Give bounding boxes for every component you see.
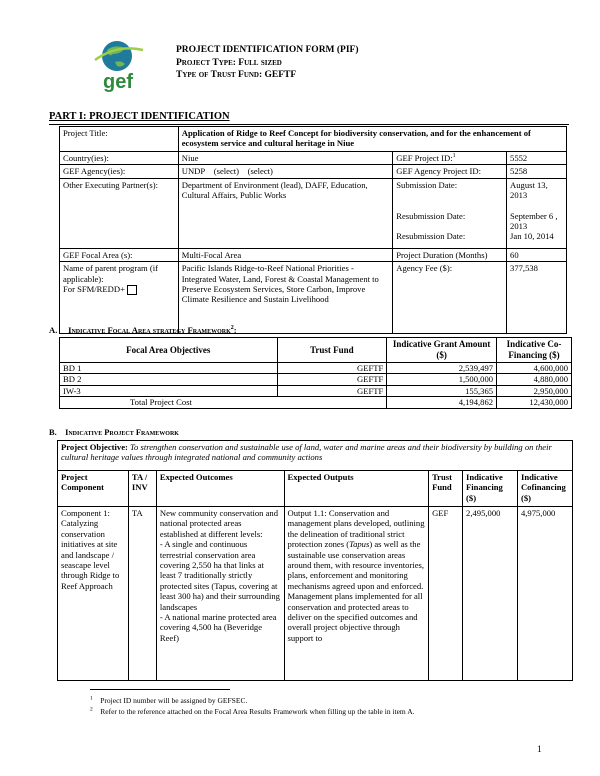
part1-title: PART I: PROJECT IDENTIFICATION	[49, 111, 230, 122]
partners-value: Department of Environment (lead), DAFF, Education, Cultural Affairs, Public Works	[178, 178, 393, 248]
col-cofinancing: Indicative Co-Financing ($)	[497, 338, 572, 363]
col-outcomes: Expected Outcomes	[156, 470, 284, 506]
outputs-cell: Output 1.1: Conservation and management plans developed, outlining the delineation of traditional strict protection zones (Tapus) as well as the sustainable use conservation areas around them, with resource inventories, plans, enforcement and monitoring mechanisms agreed upon and enforced. Management plans implemented for all conservation and protected areas to deliver on the specified outcomes and overall project objective through support to	[284, 506, 429, 680]
project-framework-table	[57, 440, 573, 681]
ta-inv-cell: TA	[128, 506, 156, 680]
component-cell: Component 1: Catalyzing conservation initiatives at site and landscape / seascape level through Ridge to Reef Approach	[58, 506, 129, 680]
agency-value: UNDP (select) (select)	[178, 165, 393, 178]
dates-labels	[393, 178, 507, 248]
section-a-heading: A. Indicative Focal Area strategy Framework$^2$:	[49, 325, 237, 335]
focal-area-label: GEF Focal Area (s):	[60, 248, 179, 261]
country-value: Niue	[178, 152, 393, 165]
col-outputs: Expected Outputs	[284, 470, 429, 506]
divider	[49, 124, 569, 125]
agency-fee-value: 377,538	[507, 262, 567, 334]
resubmission-value-1: September 6 , 2013	[510, 210, 558, 232]
project-objective: Project Objective: To strengthen conservation and sustainable use of land, water and marine areas and their biodiversity by building on their cultural heritage values through integrated national and community actions	[58, 441, 573, 471]
form-title: PROJECT IDENTIFICATION FORM (PIF)	[176, 45, 359, 55]
project-type-value: Full sized	[238, 57, 282, 68]
page-number: 1	[537, 745, 542, 755]
total-cofinancing: 12,430,000	[497, 397, 572, 408]
col-ta-inv: TA / INV	[128, 470, 156, 506]
project-title-value: Application of Ridge to Reef Concept for biodiversity conservation, and for the enhancement of ecosystem service and cultural heritage in Niue	[178, 127, 566, 152]
table-row: IW-3 GEFTF 155,365 2,950,000	[60, 385, 572, 396]
footnote-2: $^2$ Refer to the reference attached on the Focal Area Results Framework when filling up the table in item A.	[90, 706, 415, 716]
duration-value: 60	[507, 248, 567, 261]
parent-program-label: Name of parent program (if applicable): For SFM/REDD+	[60, 262, 179, 334]
gef-id-value: 5552	[507, 152, 567, 165]
financing-cell: 2,495,000	[463, 506, 518, 680]
col-financing: Indicative Financing ($)	[463, 470, 518, 506]
focal-area-table	[59, 337, 572, 409]
total-label: Total Project Cost	[60, 397, 387, 408]
footnote-1: $^1$ Project ID number will be assigned by GEFSEC.	[90, 695, 248, 705]
agency-select-2[interactable]: (select)	[247, 166, 273, 177]
col-objectives: Focal Area Objectives	[60, 338, 278, 363]
submission-label: Submission Date:	[396, 179, 458, 190]
project-title-label: Project Title:	[60, 127, 179, 152]
section-b-heading: B. Indicative Project Framework	[49, 428, 179, 437]
duration-label: Project Duration (Months)	[393, 248, 507, 261]
resubmission-value-2: Jan 10, 2014	[510, 230, 554, 241]
form-header	[176, 44, 359, 82]
project-type-label: Project Type:	[176, 57, 236, 68]
col-trust-fund: Trust Fund	[277, 338, 387, 363]
parent-program-value: Pacific Islands Ridge-to-Reef National Priorities - Integrated Water, Land, Forest & Coastal Management to Preserve Ecosystem Services, Store Carbon, Improve Climate Resilience and Sustain Livelihood	[178, 262, 393, 334]
sfm-label: For SFM/REDD+	[63, 284, 125, 295]
total-grant: 4,194,862	[387, 397, 497, 408]
footnote-divider	[90, 689, 230, 690]
gef-logo	[85, 36, 155, 92]
identification-table	[59, 126, 567, 334]
agency-id-value: 5258	[507, 165, 567, 178]
resubmission-label-2: Resubmission Date:	[396, 230, 466, 241]
total-row	[60, 397, 572, 408]
footnotes	[90, 695, 415, 717]
col-grant: Indicative Grant Amount ($)	[387, 338, 497, 363]
agency-label: GEF Agency(ies):	[60, 165, 179, 178]
col-cofinancing: Indicative Cofinancing ($)	[517, 470, 572, 506]
logo-text: gef	[103, 71, 133, 92]
col-trust-fund: Trust Fund	[429, 470, 463, 506]
trust-fund-label: Type of Trust Fund:	[176, 70, 263, 80]
agency-select-1[interactable]: (select)	[213, 166, 240, 177]
table-row: BD 2 GEFTF 1,500,000 4,880,000	[60, 374, 572, 385]
col-component: Project Component	[58, 470, 129, 506]
gef-id-label: GEF Project ID:$^1$	[393, 152, 507, 165]
trust-fund-value: GEFTF	[264, 70, 297, 80]
table-row: BD 1 GEFTF 2,539,497 4,600,000	[60, 363, 572, 374]
trust-fund-cell: GEF	[429, 506, 463, 680]
submission-value: August 13, 2013	[510, 179, 548, 201]
outcomes-cell: New community conservation and national protected areas established at different levels: - A single and continuous terrestrial conservation area covering 2,550 ha that links at least 7 traditionally strictly protected sites (Tapus, covering at least 300 ha) and their surrounding landscapes - A national marine protected area covering 4,500 ha (Beveridge Reef)	[156, 506, 284, 680]
globe-icon	[85, 36, 155, 92]
dates-values	[507, 178, 567, 248]
resubmission-label-1: Resubmission Date:	[396, 210, 466, 221]
table-row	[58, 506, 573, 680]
agency-fee-label: Agency Fee ($):	[393, 262, 507, 334]
focal-area-value: Multi-Focal Area	[178, 248, 393, 261]
cofinancing-cell: 4,975,000	[517, 506, 572, 680]
agency-id-label: GEF Agency Project ID:	[393, 165, 507, 178]
partners-label: Other Executing Partner(s):	[60, 178, 179, 248]
country-label: Country(ies):	[60, 152, 179, 165]
sfm-checkbox[interactable]	[127, 285, 137, 295]
